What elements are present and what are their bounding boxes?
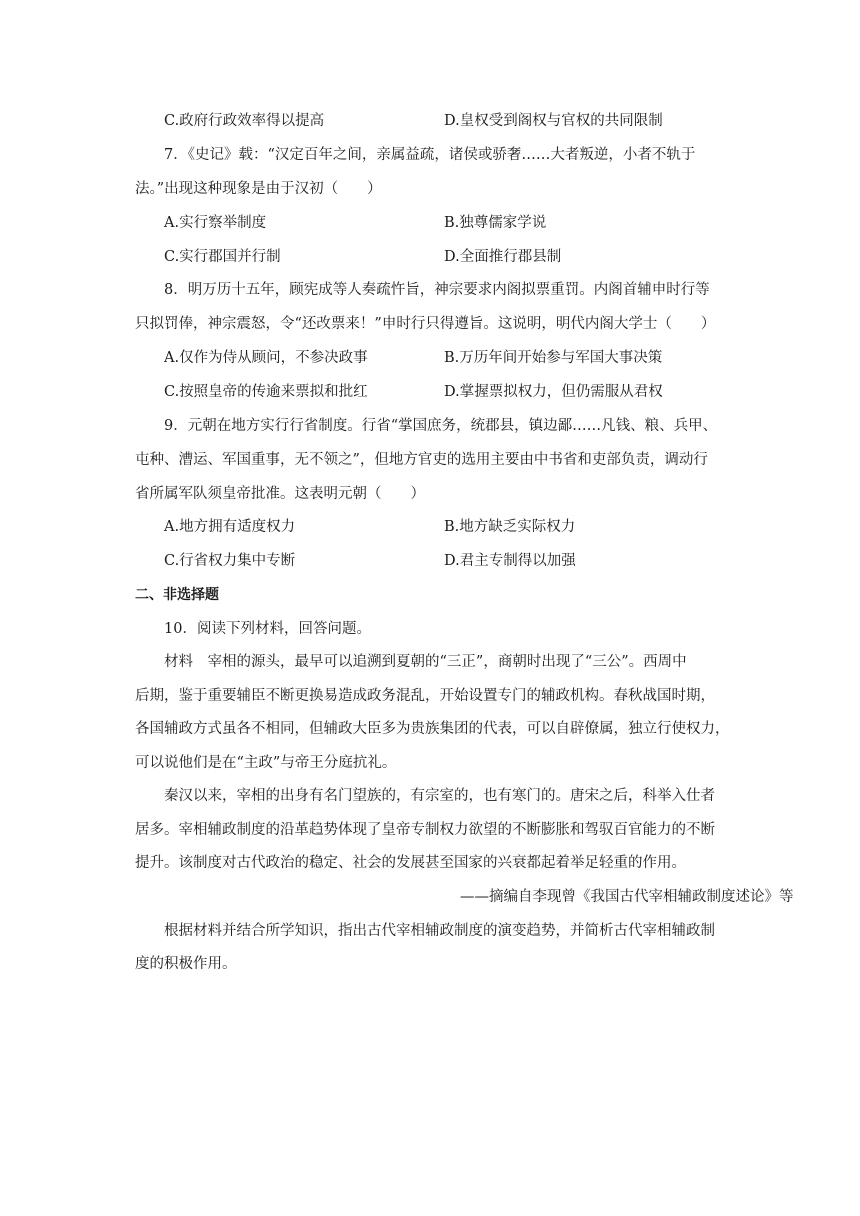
section-heading: 二、非选择题 bbox=[135, 587, 219, 603]
q8-stem-line-2: 只拟罚俸，神宗震怒，令“还改票来！”申时行只得遵旨。这说明，明代内阁大学士（ ） bbox=[135, 316, 716, 332]
q10-material-line-1: 材料 宰相的源头，最早可以追溯到夏朝的“三正”，商朝时出现了“三公”。西周中 bbox=[164, 654, 687, 670]
q9-stem-line-3: 省所属军队须皇帝批准。这表明元朝（ ） bbox=[135, 486, 425, 502]
q9-stem-line-1: 9．元朝在地方实行行省制度。行省“掌国庶务，统郡县，镇边鄙……凡钱、粮、兵甲、 bbox=[164, 418, 718, 434]
q8-option-c: C.按照皇帝的传逾来票拟和批红 bbox=[164, 384, 368, 400]
q9-option-b: B.地方缺乏实际权力 bbox=[444, 519, 576, 535]
q7-option-c: C.实行郡国并行制 bbox=[164, 249, 281, 265]
q8-option-a: A.仅作为侍从顾问，不参决政事 bbox=[164, 350, 368, 366]
q10-question-line-2: 度的积极作用。 bbox=[135, 956, 237, 972]
q9-option-d: D.君主专制得以加强 bbox=[444, 553, 576, 569]
q7-option-a: A.实行察举制度 bbox=[164, 215, 267, 231]
q8-option-b: B.万历年间开始参与军国大事决策 bbox=[444, 350, 663, 366]
q6-option-c: C.政府行政效率得以提高 bbox=[164, 113, 325, 129]
q10-material-line-5: 秦汉以来，宰相的出身有名门望族的，有宗室的，也有寒门的。唐宋之后，科举入仕者 bbox=[164, 788, 715, 804]
q10-material-line-3: 各国辅政方式虽各不相同，但辅政大臣多为贵族集团的代表，可以自辟僚属，独立行使权力， bbox=[135, 721, 730, 737]
q7-option-d: D.全面推行郡县制 bbox=[444, 249, 562, 265]
q7-stem-line-2: 法。”出现这种现象是由于汉初（ ） bbox=[135, 181, 382, 197]
q7-stem-line-1: 7．《史记》载：“汉定百年之间，亲属益疏，诸侯或骄奢……大者叛逆，小者不轨于 bbox=[164, 147, 696, 163]
q8-option-d: D.掌握票拟权力，但仍需服从君权 bbox=[444, 384, 663, 400]
q10-material-line-7: 提升。该制度对古代政治的稳定、社会的发展甚至国家的兴衰都起着举足轻重的作用。 bbox=[135, 855, 686, 871]
q10-question-line-1: 根据材料并结合所学知识，指出古代宰相辅政制度的演变趋势，并简析古代宰相辅政制 bbox=[164, 923, 715, 939]
q10-material-line-6: 居多。宰相辅政制度的沿革趋势体现了皇帝专制权力欲望的不断膨胀和驾驭百官能力的不断 bbox=[135, 822, 715, 838]
q6-option-d: D.皇权受到阁权与官权的共同限制 bbox=[444, 113, 663, 129]
q8-stem-line-1: 8．明万历十五年，顾宪成等人奏疏忤旨，神宗要求内阁拟票重罚。内阁首辅申时行等 bbox=[164, 282, 710, 298]
q10-source-citation: ——摘编自李现曾《我国古代宰相辅政制度述论》等 bbox=[460, 889, 794, 905]
q7-option-b: B.独尊儒家学说 bbox=[444, 215, 547, 231]
q9-stem-line-2: 屯种、漕运、军国重事，无不领之”，但地方官吏的选用主要由中书省和吏部负责，调动行 bbox=[135, 452, 708, 468]
q9-option-c: C.行省权力集中专断 bbox=[164, 553, 296, 569]
q10-material-line-2: 后期，鉴于重要辅臣不断更换易造成政务混乱，开始设置专门的辅政机构。春秋战国时期， bbox=[135, 688, 715, 704]
q9-option-a: A.地方拥有适度权力 bbox=[164, 519, 296, 535]
q10-intro: 10．阅读下列材料，回答问题。 bbox=[164, 621, 371, 637]
q10-material-line-4: 可以说他们是在“主政”与帝王分庭抗礼。 bbox=[135, 755, 397, 771]
